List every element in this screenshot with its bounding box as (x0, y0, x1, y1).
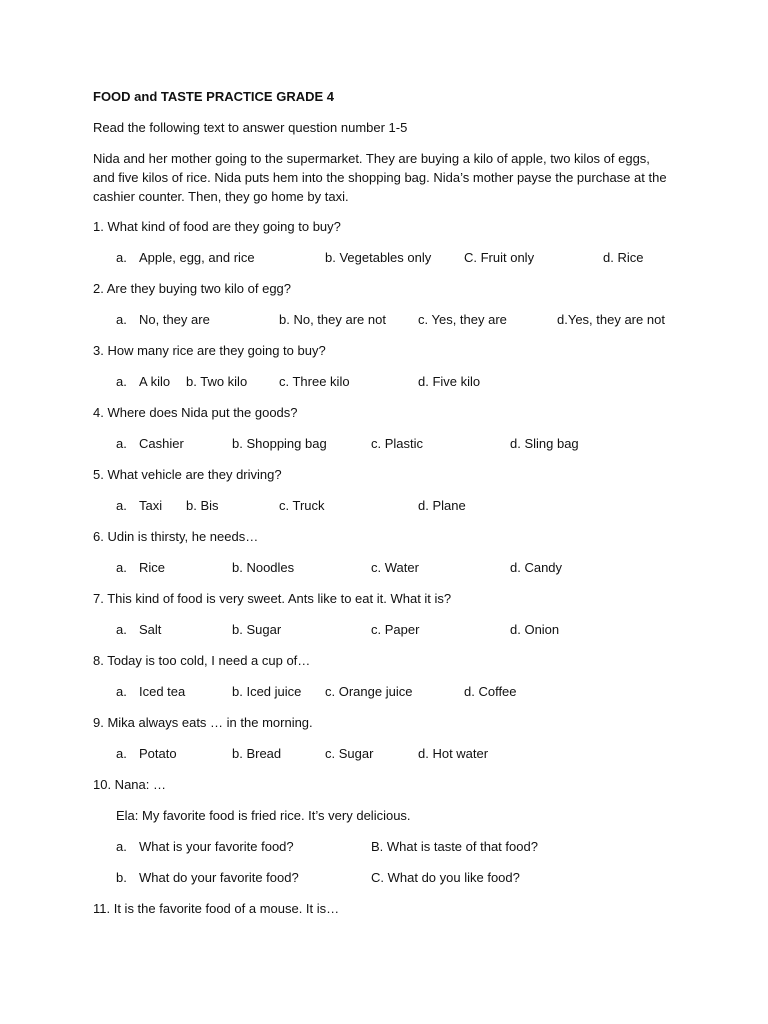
dialogue-response: Ela: My favorite food is fried rice. It’s very delicious. (116, 808, 411, 823)
option-marker: a. (116, 436, 127, 451)
option-b: b. Vegetables only (325, 250, 432, 265)
option-b: b. Shopping bag (232, 436, 327, 451)
question-10: 10. Nana: … (93, 777, 166, 792)
option-a: What is your favorite food? (139, 839, 294, 854)
passage-line: Nida and her mother going to the supermarket. They are buying a kilo of apple, two kilos of eggs, (93, 151, 650, 166)
reading-passage (93, 149, 683, 206)
option-a: Salt (139, 622, 162, 637)
option-a: Rice (139, 560, 166, 575)
question-5: 5. What vehicle are they driving? (93, 467, 282, 482)
option-d: d.Yes, they are not (557, 312, 665, 327)
question-1: 1. What kind of food are they going to buy? (93, 219, 341, 234)
option-d: d. Sling bag (510, 436, 579, 451)
option-marker: a. (116, 746, 127, 761)
option-marker: a. (116, 622, 127, 637)
option-marker: b. (116, 870, 127, 885)
option-marker: a. (116, 560, 127, 575)
option-a: A kilo (139, 374, 171, 389)
option-b: b. Bis (186, 498, 219, 513)
option-a: Taxi (139, 498, 163, 513)
option-d: d. Hot water (418, 746, 489, 761)
option-c: c. Plastic (371, 436, 424, 451)
option-d: d. Coffee (464, 684, 517, 699)
option-d: d. Rice (603, 250, 644, 265)
question-8: 8. Today is too cold, I need a cup of… (93, 653, 311, 668)
option-d: d. Onion (510, 622, 560, 637)
question-11: 11. It is the favorite food of a mouse. It is… (93, 901, 340, 916)
passage-line: cashier counter. Then, they go home by taxi. (93, 189, 349, 204)
option-c: What do your favorite food? (139, 870, 299, 885)
option-d: d. Candy (510, 560, 563, 575)
option-c: c. Three kilo (279, 374, 350, 389)
passage-line: and five kilos of rice. Nida puts hem into the shopping bag. Nida’s mother payse the purchase at the (93, 170, 667, 185)
option-b: b. Two kilo (186, 374, 248, 389)
option-b: b. Noodles (232, 560, 295, 575)
page-title: FOOD and TASTE PRACTICE GRADE 4 (93, 89, 334, 104)
option-d: C. What do you like food? (371, 870, 520, 885)
question-4: 4. Where does Nida put the goods? (93, 405, 298, 420)
option-b: B. What is taste of that food? (371, 839, 538, 854)
option-marker: a. (116, 498, 127, 513)
option-c: c. Water (371, 560, 419, 575)
option-c: c. Orange juice (325, 684, 413, 699)
option-b: b. Iced juice (232, 684, 302, 699)
option-c: c. Truck (279, 498, 325, 513)
option-a: Potato (139, 746, 177, 761)
option-a: Cashier (139, 436, 184, 451)
option-b: b. No, they are not (279, 312, 386, 327)
option-c: c. Paper (371, 622, 420, 637)
option-d: d. Five kilo (418, 374, 481, 389)
option-b: b. Sugar (232, 622, 282, 637)
option-marker: a. (116, 312, 127, 327)
option-a: No, they are (139, 312, 210, 327)
question-3: 3. How many rice are they going to buy? (93, 343, 326, 358)
option-marker: a. (116, 250, 127, 265)
instruction: Read the following text to answer question number 1-5 (93, 120, 408, 135)
option-c: c. Sugar (325, 746, 374, 761)
question-6: 6. Udin is thirsty, he needs… (93, 529, 259, 544)
option-a: Apple, egg, and rice (139, 250, 255, 265)
question-7: 7. This kind of food is very sweet. Ants like to eat it. What it is? (93, 591, 452, 606)
option-c: C. Fruit only (464, 250, 535, 265)
option-c: c. Yes, they are (418, 312, 507, 327)
question-2: 2. Are they buying two kilo of egg? (93, 281, 292, 296)
option-marker: a. (116, 684, 127, 699)
option-b: b. Bread (232, 746, 282, 761)
option-marker: a. (116, 839, 127, 854)
question-9: 9. Mika always eats … in the morning. (93, 715, 313, 730)
option-a: Iced tea (139, 684, 186, 699)
option-d: d. Plane (418, 498, 466, 513)
option-marker: a. (116, 374, 127, 389)
